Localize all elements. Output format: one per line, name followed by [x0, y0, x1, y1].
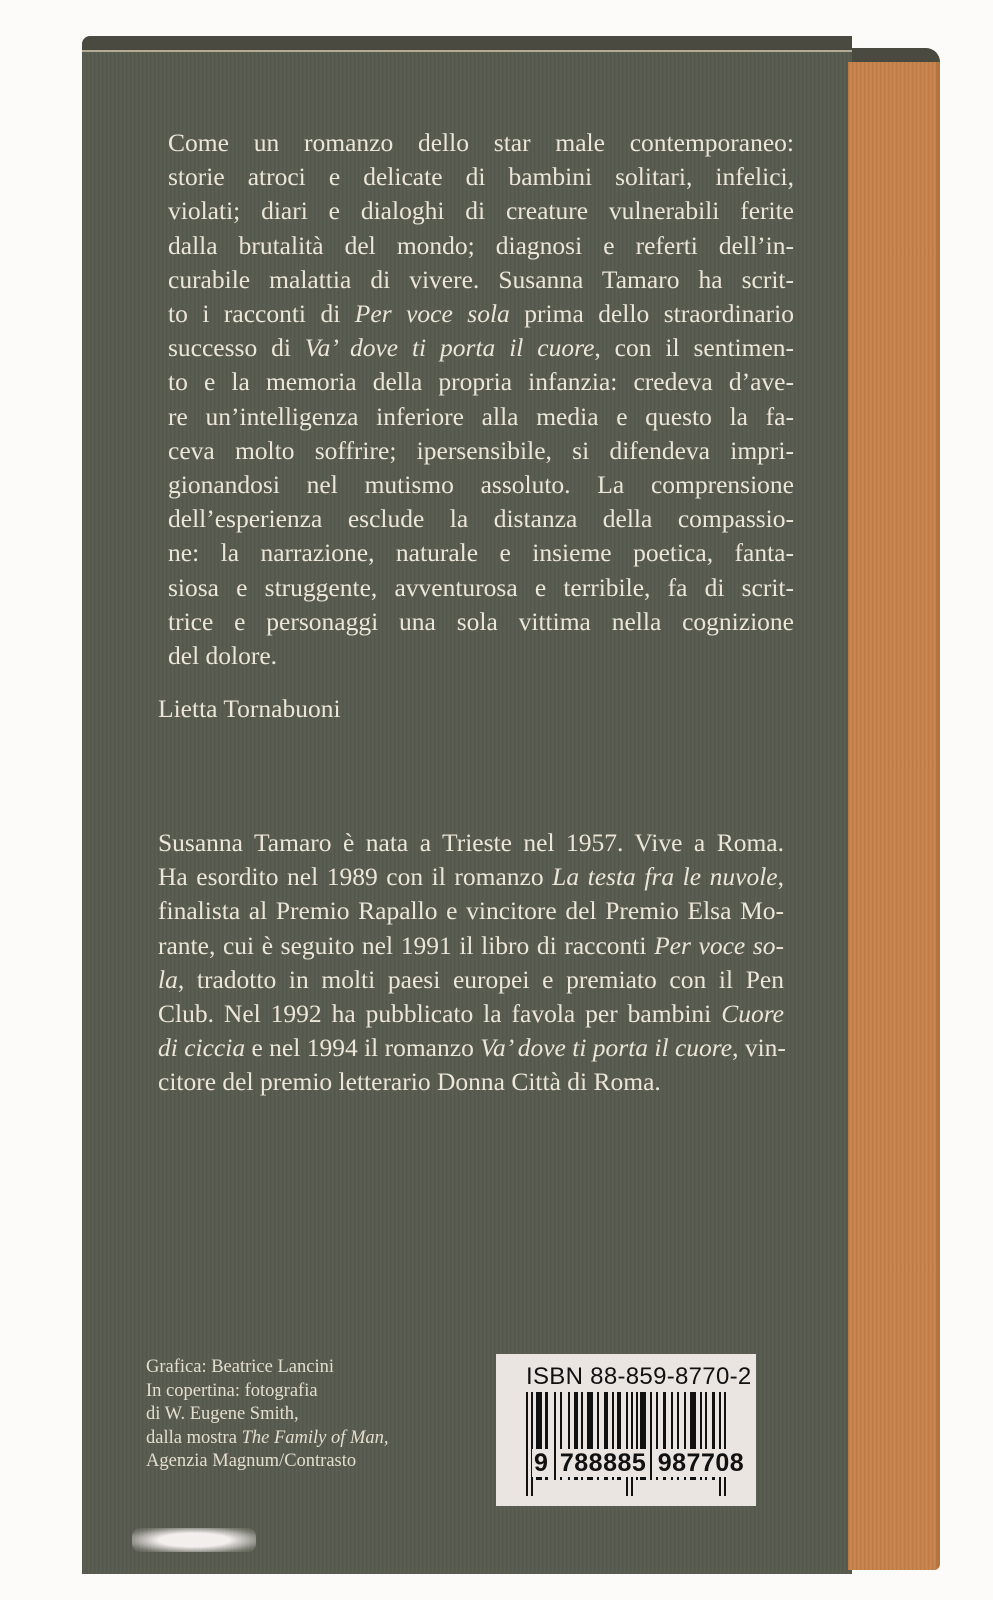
blurb-line: to e la memoria della propria infanzia: credeva d’ave- — [168, 367, 794, 397]
text-run: , con il sentimen- — [594, 333, 795, 363]
cover-panel — [82, 36, 852, 1574]
blurb-line: trice e personaggi una sola vittima nella cognizione — [168, 606, 794, 636]
book-title-cuore-di-ciccia: Cuore — [721, 999, 784, 1029]
bio-line — [158, 929, 784, 963]
ean-first-digit: 9 — [534, 1449, 549, 1477]
text-run: dalla mostra — [146, 1427, 242, 1448]
credit-fotografo: di W. Eugene Smith, — [146, 1404, 299, 1424]
text-run: Club. Nel 1992 ha pubblicato la favola per bambini — [158, 999, 722, 1029]
text-run: e nel 1994 il romanzo — [245, 1033, 481, 1063]
bio-line: finalista al Premio Rapallo e vincitore del Premio Elsa Mo- — [158, 896, 784, 926]
spine-edge — [848, 62, 940, 1570]
text-run: to i racconti di — [168, 299, 355, 329]
blurb-signature: Lietta Tornabuoni — [158, 694, 341, 723]
blurb-line: del dolore. — [168, 641, 278, 671]
credit-copertina: In copertina: fotografia — [146, 1380, 318, 1401]
text-run: , vin- — [732, 1033, 786, 1063]
author-bio — [158, 826, 784, 1100]
exhibition-title: The Family of Man, — [241, 1427, 389, 1448]
book-back-cover — [82, 36, 942, 1574]
credit-agenzia: Agenzia Magnum/Contrasto — [146, 1451, 357, 1471]
book-title-per-voce-sola: la — [158, 964, 178, 994]
blurb-paragraph — [168, 126, 794, 673]
blurb-line: dalla brutalità del mondo; diagnosi e referti dell’in- — [168, 230, 794, 260]
credit-mostra — [146, 1427, 389, 1451]
blurb-line: gionandosi nel mutismo assoluto. La comprensione — [168, 470, 794, 500]
blurb-line — [168, 297, 794, 331]
book-title-va-dove: Va’ dove ti porta il cuore — [480, 1033, 733, 1063]
blurb-line: storie atroci e delicate di bambini solitari, infelici, — [168, 162, 794, 192]
book-title-va-dove: Va’ dove ti porta il cuore — [304, 333, 595, 363]
text-run: prima dello straordinario — [509, 299, 794, 329]
blurb-line: curabile malattia di vivere. Susanna Tamaro ha scrit- — [168, 264, 794, 294]
bio-line — [158, 997, 784, 1031]
blurb-line: ceva molto soffrire; ipersensibile, si difendeva impri- — [168, 435, 794, 465]
blurb-line — [168, 331, 794, 365]
book-title-per-voce-sola: Per voce so- — [654, 930, 784, 960]
bio-line — [158, 860, 784, 894]
blurb-line: Come un romanzo dello star male contemporaneo: — [168, 128, 794, 157]
text-run: rante, cui è seguito nel 1991 il libro di racconti — [158, 930, 655, 960]
blurb-line: violati; diari e dialoghi di creature vulnerabili ferite — [168, 196, 794, 226]
book-title-cuore-di-ciccia: di ciccia — [158, 1033, 246, 1063]
text-run: , tradotto in molti paesi europei e premiato con il Pen — [177, 964, 784, 994]
blurb-line: ne: la narrazione, naturale e insieme poetica, fanta- — [168, 538, 794, 568]
ean-digits — [532, 1449, 746, 1478]
blurb-line: dell’esperienza esclude la distanza della compassio- — [168, 504, 794, 534]
bio-line — [158, 1031, 784, 1065]
credit-grafica: Grafica: Beatrice Lancini — [146, 1357, 334, 1377]
blurb-line: siosa e struggente, avventurosa e terribile, fa di scrit- — [168, 572, 794, 602]
ean-right-group: 987708 — [657, 1449, 745, 1477]
text-run: Ha esordito nel 1989 con il romanzo — [158, 862, 553, 892]
isbn-barcode-label — [496, 1354, 756, 1506]
bio-line — [158, 963, 784, 997]
blurb-line: re un’intelligenza inferiore alla media e questo la fa- — [168, 401, 794, 431]
bio-line: citore del premio letterario Donna Città di Roma. — [158, 1067, 661, 1097]
text-run: successo di — [168, 333, 305, 363]
text-run: , — [777, 862, 784, 892]
price-sticker-residue — [132, 1528, 256, 1552]
book-title-la-testa: La testa fra le nuvole — [552, 862, 778, 892]
isbn-number: ISBN 88-859-8770-2 — [526, 1363, 752, 1390]
ean-left-group: 788885 — [559, 1449, 647, 1477]
book-title-per-voce-sola: Per voce sola — [354, 299, 510, 329]
bio-line: Susanna Tamaro è nata a Trieste nel 1957. Vive a Roma. — [158, 828, 784, 857]
barcode-icon — [526, 1392, 744, 1482]
credits-block — [146, 1356, 389, 1474]
